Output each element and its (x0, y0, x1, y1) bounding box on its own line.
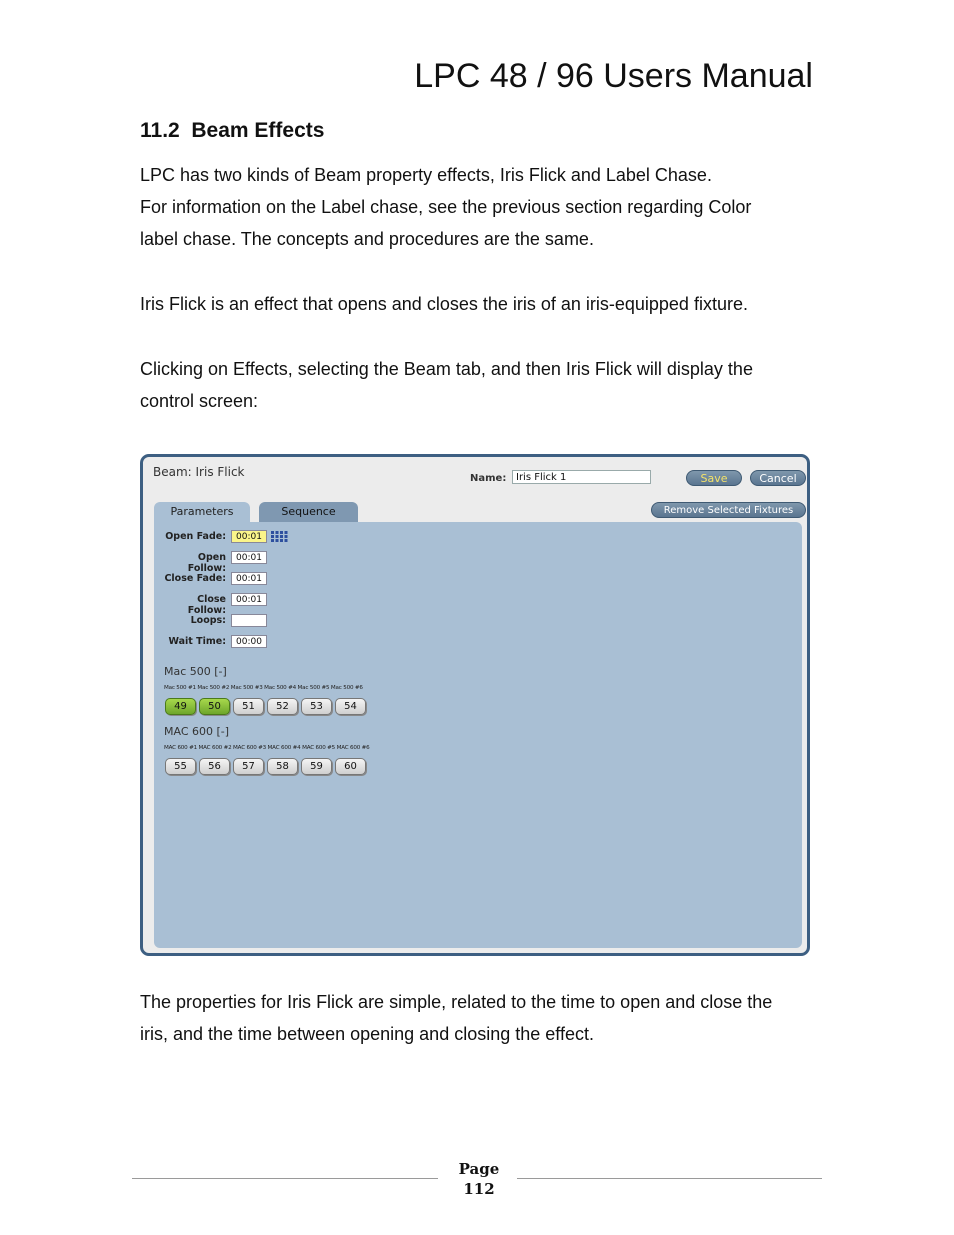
section-title: Beam Effects (191, 119, 325, 142)
footer-rule-left (132, 1178, 438, 1179)
paragraph-line: label chase. The concepts and procedures are the same. (140, 229, 594, 249)
fixture-button-54[interactable]: 54 (335, 698, 366, 715)
paragraph-line: Clicking on Effects, selecting the Beam tab, and then Iris Flick will display the (140, 359, 753, 379)
fixture-button-58[interactable]: 58 (267, 758, 298, 775)
group-mac500-title[interactable]: Mac 500 [-] (164, 665, 227, 678)
name-input[interactable]: Iris Flick 1 (512, 470, 651, 484)
remove-selected-fixtures-button[interactable]: Remove Selected Fixtures (651, 502, 806, 518)
paragraph-1 (140, 159, 820, 255)
paragraph-3 (140, 353, 820, 417)
fixture-button-55[interactable]: 55 (165, 758, 196, 775)
fixture-button-51[interactable]: 51 (233, 698, 264, 715)
close-fade-field[interactable]: 00:01 (231, 572, 267, 585)
page-number-value: 112 (463, 1180, 495, 1198)
group-mac600-fixture-names: MAC 600 #1 MAC 600 #2 MAC 600 #3 MAC 600 #4 MAC 600 #5 MAC 600 #6 (164, 745, 370, 751)
close-fade-label: Close Fade: (164, 573, 226, 584)
fixture-button-56[interactable]: 56 (199, 758, 230, 775)
close-follow-label: Close Follow: (187, 594, 226, 616)
fixture-button-52[interactable]: 52 (267, 698, 298, 715)
close-follow-field[interactable]: 00:01 (231, 593, 267, 606)
open-follow-field[interactable]: 00:01 (231, 551, 267, 564)
fixture-button-50[interactable]: 50 (199, 698, 230, 715)
fixture-button-57[interactable]: 57 (233, 758, 264, 775)
wait-time-field[interactable]: 00:00 (231, 635, 267, 648)
paragraph-line: iris, and the time between opening and closing the effect. (140, 1024, 594, 1044)
parameters-panel (154, 522, 802, 948)
loops-label: Loops: (190, 615, 226, 626)
paragraph-line: The properties for Iris Flick are simple, related to the time to open and close the (140, 992, 773, 1012)
tab-parameters[interactable]: Parameters (154, 502, 250, 522)
section-heading (140, 118, 324, 144)
grid-icon[interactable] (271, 531, 288, 542)
document-title: LPC 48 / 96 Users Manual (414, 57, 813, 95)
window-title: Beam: Iris Flick (153, 465, 245, 479)
iris-flick-screenshot (140, 454, 810, 956)
fixture-button-49[interactable]: 49 (165, 698, 196, 715)
paragraph-2: Iris Flick is an effect that opens and closes the iris of an iris-equipped fixture. (140, 294, 748, 314)
open-follow-label: Open Follow: (187, 552, 226, 574)
page-word: Page (458, 1160, 500, 1178)
section-number: 11.2 (140, 119, 180, 142)
name-label: Name: (470, 473, 507, 484)
open-fade-label: Open Fade: (165, 531, 226, 542)
group-mac500-fixture-names: Mac 500 #1 Mac 500 #2 Mac 500 #3 Mac 500 #4 Mac 500 #5 Mac 500 #6 (164, 685, 363, 691)
fixture-button-59[interactable]: 59 (301, 758, 332, 775)
tab-sequence[interactable]: Sequence (259, 502, 358, 522)
paragraph-line: control screen: (140, 391, 259, 411)
page-number (439, 1159, 519, 1199)
cancel-button[interactable]: Cancel (750, 470, 806, 486)
loops-field[interactable] (231, 614, 267, 627)
open-fade-field[interactable]: 00:01 (231, 530, 267, 543)
paragraph-line: LPC has two kinds of Beam property effects, Iris Flick and Label Chase. (140, 165, 712, 185)
group-mac600-title[interactable]: MAC 600 [-] (164, 725, 230, 738)
footer-rule-right (517, 1178, 822, 1179)
wait-time-label: Wait Time: (168, 636, 226, 647)
save-button[interactable]: Save (686, 470, 742, 486)
paragraph-4 (140, 986, 820, 1050)
fixture-button-60[interactable]: 60 (335, 758, 366, 775)
fixture-button-53[interactable]: 53 (301, 698, 332, 715)
paragraph-line: For information on the Label chase, see the previous section regarding Color (140, 197, 752, 217)
